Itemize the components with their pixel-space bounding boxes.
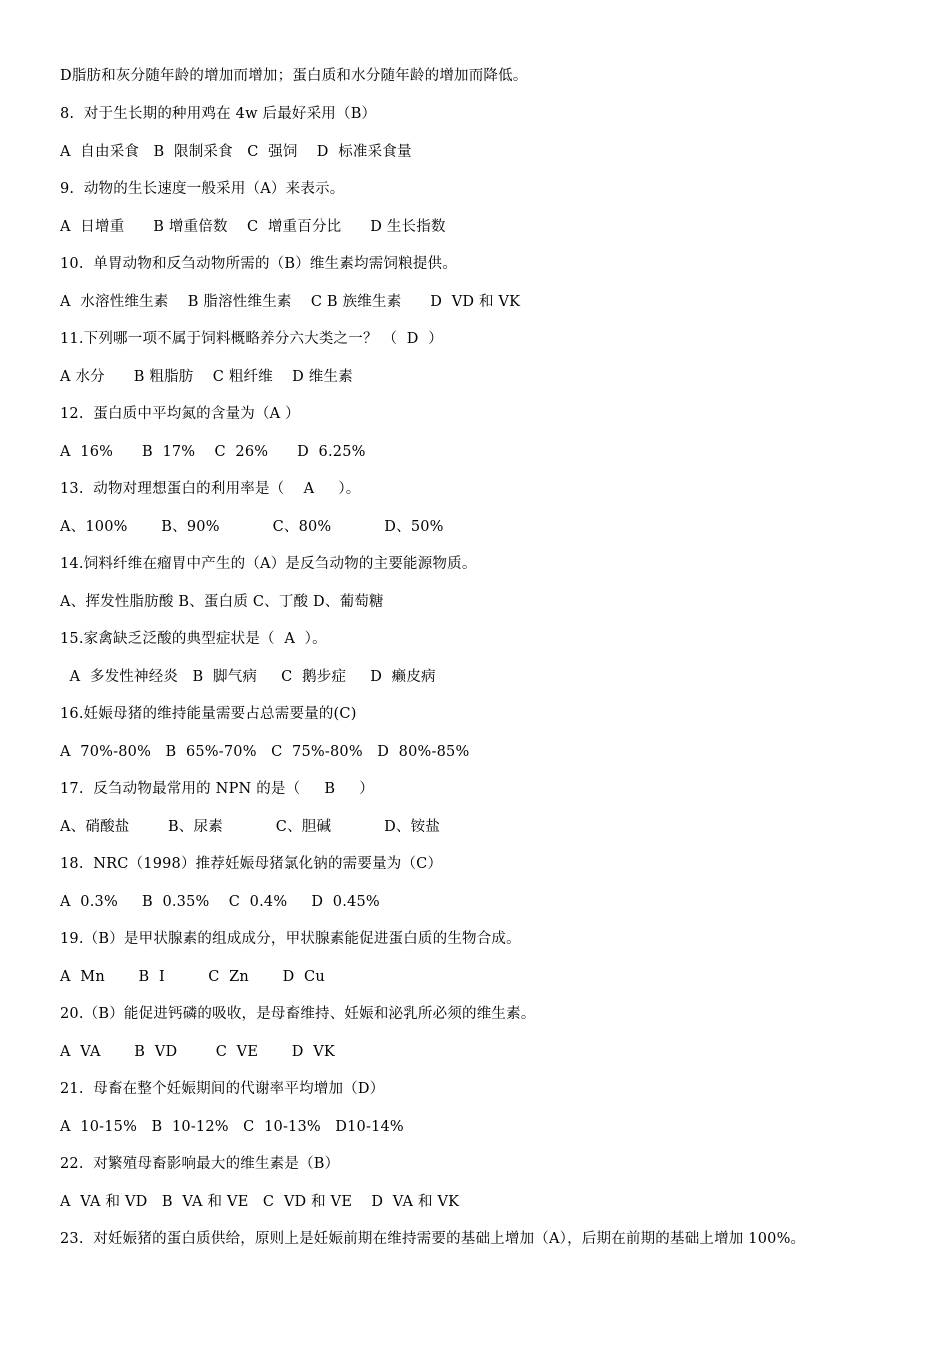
options-line: A、挥发性脂肪酸 B、蛋白质 C、丁酸 D、葡萄糖 — [60, 594, 384, 610]
question-line: 16.妊娠母猪的维持能量需要占总需要量的(C) — [60, 706, 357, 722]
question-line: 11.下列哪一项不属于饲料概略养分六大类之一？ （ D ） — [60, 331, 443, 347]
question-line: 17. 反刍动物最常用的 NPN 的是（ B ） — [60, 781, 374, 797]
options-line: A 10-15% B 10-12% C 10-13% D10-14% — [60, 1119, 404, 1135]
options-line: A、硝酸盐 B、尿素 C、胆碱 D、铵盐 — [60, 819, 441, 835]
options-line: A VA B VD C VE D VK — [60, 1044, 335, 1060]
answer-line: D脂肪和灰分随年龄的增加而增加；蛋白质和水分随年龄的增加而降低。 — [60, 68, 528, 84]
question-line: 21. 母畜在整个妊娠期间的代谢率平均增加（D） — [60, 1081, 385, 1097]
options-line: A 70%-80% B 65%-70% C 75%-80% D 80%-85% — [60, 744, 470, 760]
options-line: A 多发性神经炎 B 脚气病 C 鹅步症 D 癞皮病 — [60, 669, 436, 685]
options-line: A Mn B I C Zn D Cu — [60, 969, 325, 985]
question-line: 10. 单胃动物和反刍动物所需的（B）维生素均需饲粮提供。 — [60, 256, 457, 272]
question-line: 14.饲料纤维在瘤胃中产生的（A）是反刍动物的主要能源物质。 — [60, 556, 477, 572]
question-line: 18. NRC（1998）推荐妊娠母猪氯化钠的需要量为（C） — [60, 856, 443, 872]
question-line: 15.家禽缺乏泛酸的典型症状是（ A ）。 — [60, 631, 327, 647]
question-line: 9. 动物的生长速度一般采用（A）来表示。 — [60, 181, 345, 197]
options-line: A 日增重 B 增重倍数 C 增重百分比 D 生长指数 — [60, 219, 446, 235]
question-line: 13. 动物对理想蛋白的利用率是（ A ）。 — [60, 481, 361, 497]
question-line: 12. 蛋白质中平均氮的含量为（A ） — [60, 406, 300, 422]
options-line: A、100% B、90% C、80% D、50% — [60, 519, 444, 535]
question-line: 23. 对妊娠猪的蛋白质供给，原则上是妊娠前期在维持需要的基础上增加（A），后期在前期的基础上增加 100%。 — [60, 1231, 806, 1247]
options-line: A 16% B 17% C 26% D 6.25% — [60, 444, 366, 460]
options-line: A 水溶性维生素 B 脂溶性维生素 C B 族维生素 D VD 和 VK — [60, 294, 521, 310]
question-line: 20.（B）能促进钙磷的吸收，是母畜维持、妊娠和泌乳所必须的维生素。 — [60, 1006, 536, 1022]
options-line: A 自由采食 B 限制采食 C 强饲 D 标准采食量 — [60, 144, 412, 160]
options-line: A 0.3% B 0.35% C 0.4% D 0.45% — [60, 894, 380, 910]
options-line: A VA 和 VD B VA 和 VE C VD 和 VE D VA 和 VK — [60, 1194, 460, 1210]
options-line: A 水分 B 粗脂肪 C 粗纤维 D 维生素 — [60, 369, 353, 385]
question-line: 19.（B）是甲状腺素的组成成分，甲状腺素能促进蛋白质的生物合成。 — [60, 931, 521, 947]
question-line: 22. 对繁殖母畜影响最大的维生素是（B） — [60, 1156, 340, 1172]
question-line: 8. 对于生长期的种用鸡在 4w 后最好采用（B） — [60, 106, 377, 122]
